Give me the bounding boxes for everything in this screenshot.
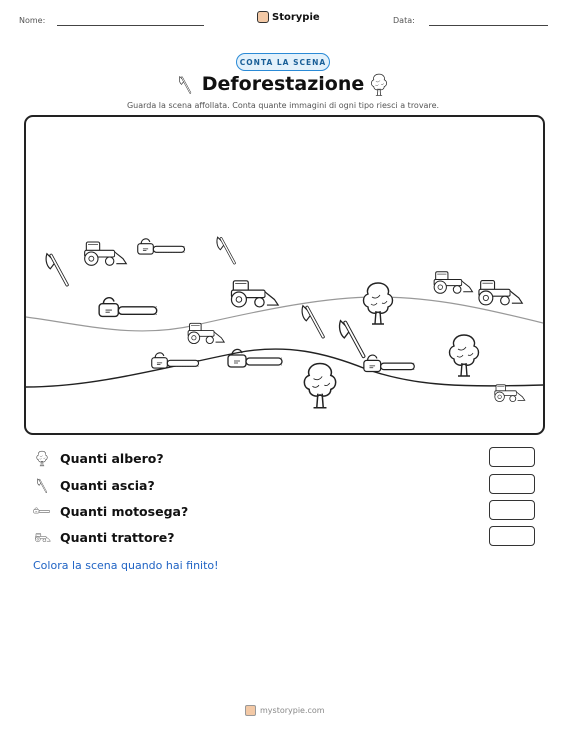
axe-icon (217, 237, 234, 263)
question-axe (33, 476, 155, 494)
color-instruction: Colora la scena quando hai finito! (33, 559, 219, 572)
chainsaw-icon (33, 502, 51, 520)
axe-icon (340, 321, 364, 357)
tree-icon (364, 283, 393, 324)
axe-icon (46, 254, 67, 285)
axe-icon (33, 476, 51, 494)
date-label: Data: (393, 16, 415, 25)
name-line[interactable] (57, 25, 204, 26)
answer-box-tree[interactable] (489, 447, 535, 467)
tractor-icon (33, 528, 51, 546)
chainsaw-icon (228, 349, 282, 367)
tractor-icon (85, 242, 127, 265)
tractor-icon (479, 281, 522, 305)
question-tree (33, 449, 164, 467)
question-text: Quanti motosega? (60, 503, 189, 519)
answer-box-chainsaw[interactable] (489, 500, 535, 520)
question-tractor (33, 528, 174, 546)
counting-scene (24, 115, 545, 435)
storypie-logo-icon (257, 11, 269, 23)
tree-icon (304, 363, 335, 407)
logo-text: Storypie (272, 11, 320, 23)
axe-icon (302, 306, 323, 337)
chainsaw-icon (152, 353, 199, 368)
scene-badge: CONTA LA SCENA (236, 53, 330, 71)
tractor-icon (495, 385, 525, 402)
tree-icon (450, 335, 479, 376)
tree-icon (33, 449, 51, 467)
answer-box-axe[interactable] (489, 474, 535, 494)
question-chainsaw (33, 502, 188, 520)
instructions: Guarda la scena affollata. Conta quante immagini di ogni tipo riesci a trovare. (126, 101, 440, 110)
chainsaw-icon (99, 298, 157, 317)
question-text: Quanti ascia? (60, 477, 155, 493)
chainsaw-icon (364, 355, 414, 371)
tractor-icon (188, 323, 224, 343)
page-title: Deforestazione (201, 73, 365, 95)
name-label: Nome: (19, 16, 46, 25)
question-text: Quanti albero? (60, 450, 164, 466)
storypie-footer-icon (245, 705, 256, 716)
answer-box-tractor[interactable] (489, 526, 535, 546)
site-url: mystorypie.com (260, 706, 325, 715)
chainsaw-icon (138, 239, 185, 254)
question-text: Quanti trattore? (60, 529, 175, 545)
date-line[interactable] (429, 25, 548, 26)
tractor-icon (231, 281, 278, 307)
title-tree-icon (368, 71, 390, 97)
tractor-icon (434, 272, 472, 293)
site-footer (245, 705, 325, 716)
storypie-logo (257, 11, 320, 23)
